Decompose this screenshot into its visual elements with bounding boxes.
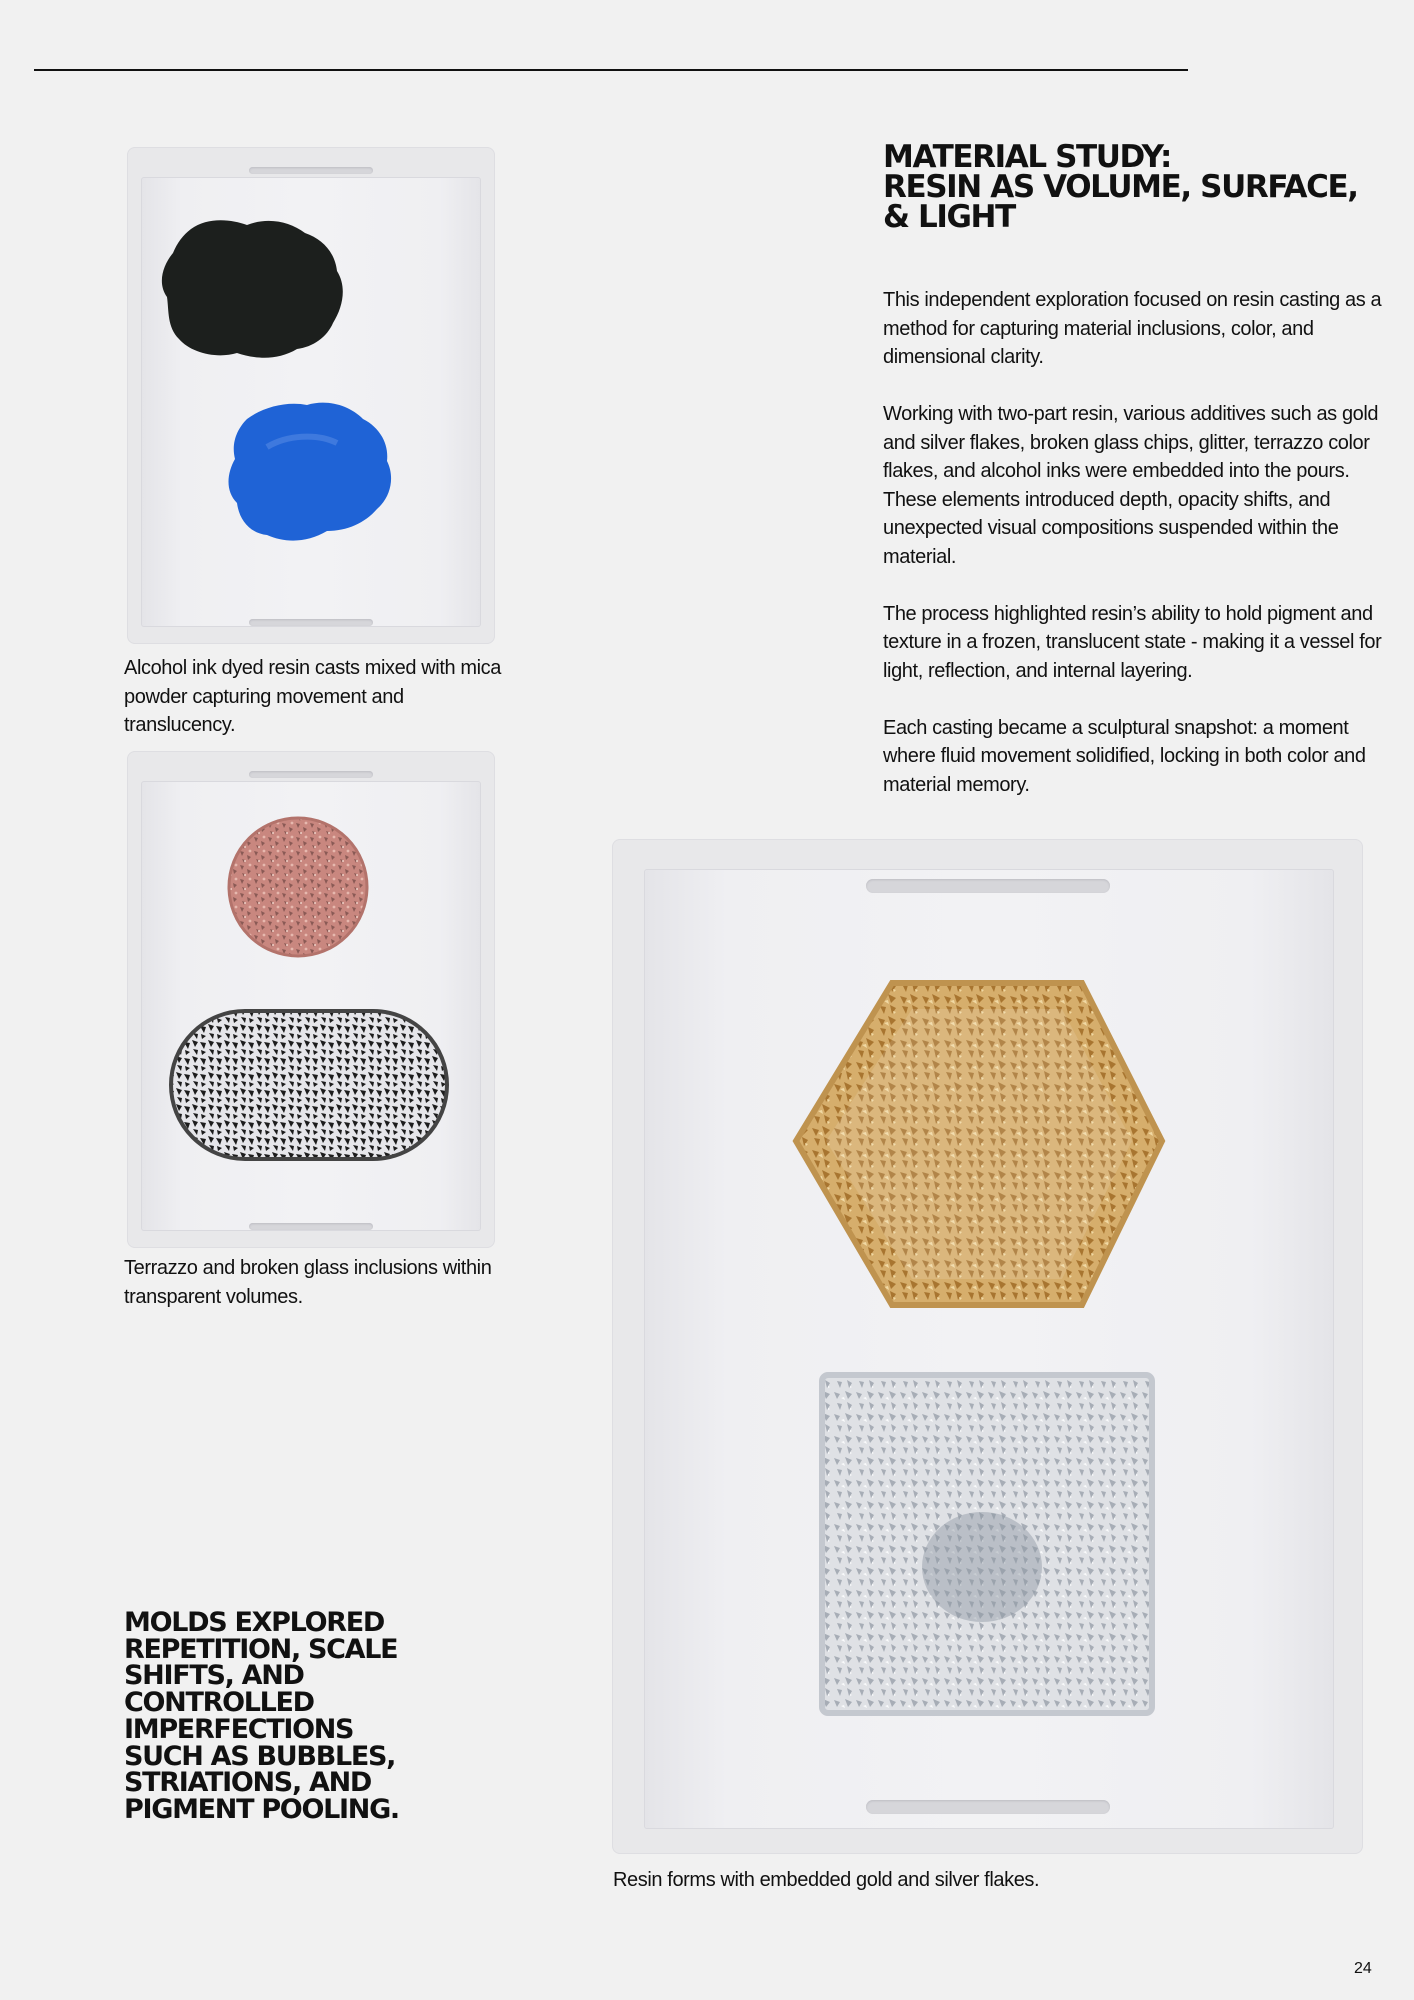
blue-ink-blob bbox=[229, 403, 392, 541]
caption-ink-text: Alcohol ink dyed resin casts mixed with mica powder capturing movement and translucency. bbox=[124, 657, 501, 736]
photo-ink-resin-casts bbox=[127, 147, 495, 644]
black-ink-blob bbox=[162, 220, 343, 358]
photo-terrazzo-casts bbox=[127, 751, 495, 1248]
page-title-line-3: & LIGHT bbox=[883, 199, 1015, 235]
top-divider-rule bbox=[34, 69, 1188, 71]
caption-terrazzo-text: Terrazzo and broken glass inclusions within transparent volumes. bbox=[124, 1257, 492, 1308]
caption-flakes bbox=[613, 1866, 1313, 1895]
page-number: 24 bbox=[1354, 1960, 1372, 1977]
pull-quote-line-7: STRIATIONS, AND bbox=[124, 1767, 372, 1799]
pull-quote-line-2: REPETITION, SCALE bbox=[124, 1633, 398, 1665]
pull-quote-line-8: PIGMENT POOLING. bbox=[124, 1793, 399, 1825]
page-title bbox=[883, 139, 1383, 235]
body-copy bbox=[883, 286, 1393, 828]
caption-ink-casts bbox=[124, 654, 504, 740]
caption-flakes-text: Resin forms with embedded gold and silver flakes. bbox=[613, 1869, 1040, 1891]
side-pull-quote bbox=[124, 1607, 464, 1825]
body-paragraph-1: This independent exploration focused on resin casting as a method for capturing material inclusions, color, and dimensional clarity. bbox=[883, 289, 1382, 368]
body-paragraph-4: Each casting became a sculptural snapshot: a moment where fluid movement solidified, locking in both color and material memory. bbox=[883, 716, 1366, 796]
pull-quote-line-5: IMPERFECTIONS bbox=[124, 1713, 354, 1745]
caption-terrazzo bbox=[124, 1254, 524, 1311]
black-terrazzo-oval bbox=[171, 1011, 447, 1159]
pull-quote-line-6: SUCH AS BUBBLES, bbox=[124, 1740, 396, 1772]
body-paragraph-2: Working with two-part resin, various additives such as gold and silver flakes, broken glass chips, glitter, terrazzo color flakes, and alcohol inks were embedded into the pours. These elements introduced depth, opacity shifts, and unexpected visual compositions suspended within the material. bbox=[883, 403, 1379, 568]
body-paragraph-3: The process highlighted resin’s ability to hold pigment and texture in a frozen, translucent state - making it a vessel for light, reflection, and internal layering. bbox=[883, 602, 1382, 682]
pull-quote-line-3: SHIFTS, AND bbox=[124, 1660, 304, 1692]
page-title-line-1: MATERIAL STUDY: bbox=[883, 139, 1171, 175]
pink-terrazzo-disc bbox=[229, 818, 367, 956]
pull-quote-line-4: CONTROLLED bbox=[124, 1687, 314, 1719]
photo-flake-resin-forms bbox=[612, 839, 1363, 1854]
pull-quote-line-1: MOLDS EXPLORED bbox=[124, 1607, 384, 1638]
page-title-line-2: RESIN AS VOLUME, SURFACE, bbox=[883, 169, 1358, 205]
